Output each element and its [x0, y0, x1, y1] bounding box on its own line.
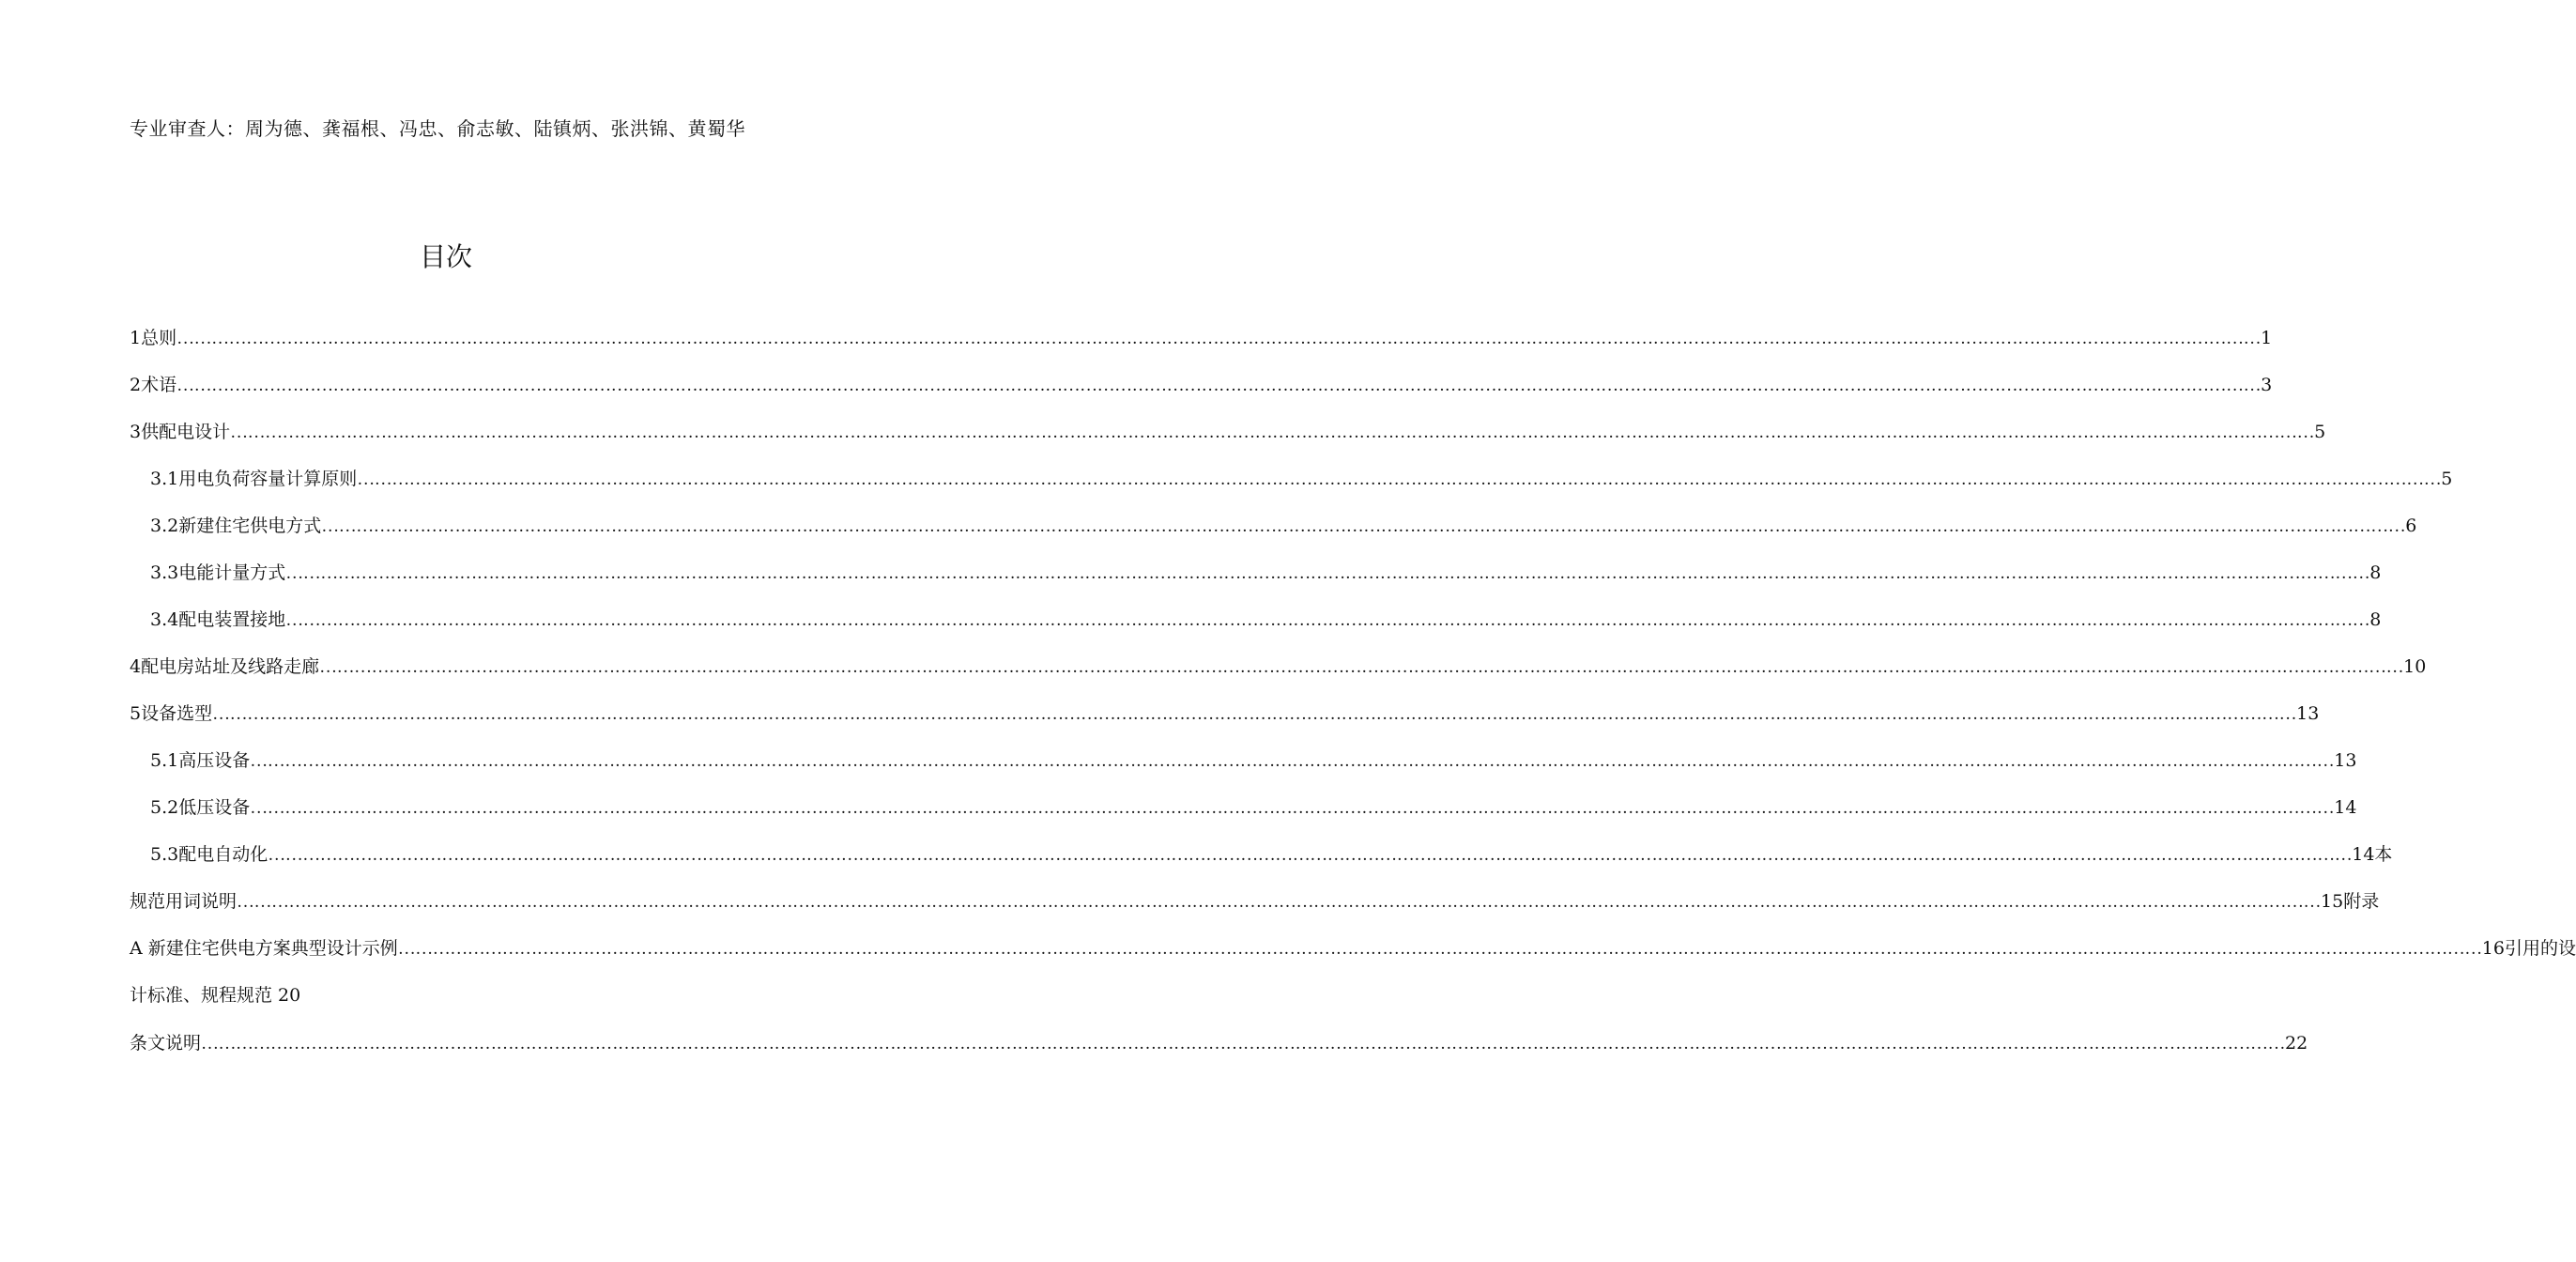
toc-entry-number: 1: [130, 328, 142, 348]
toc-entry-number: 4: [130, 656, 142, 677]
toc-leader-dots: ………………………………………………………………………………………………………………………………………………………………………………………………………………………………………………………………………………………………………………………………: [250, 751, 2335, 771]
toc-entry-title: 配电房站址及线路走廊: [141, 656, 320, 677]
toc-entry: [130, 650, 2427, 684]
toc-leader-dots: ………………………………………………………………………………………………………………………………………………………………………………………………………………………………………………………………………………………………………………………………: [397, 939, 2482, 959]
toc-leader-dots: ………………………………………………………………………………………………………………………………………………………………………………………………………………………………………………………………………………………………………………………………: [212, 704, 2297, 724]
toc-entry-page: 16: [2481, 938, 2505, 959]
toc-entry-page: 14: [2334, 797, 2357, 818]
toc-leader-dots: ………………………………………………………………………………………………………………………………………………………………………………………………………………………………………………………………………………………………………………………………: [176, 376, 2262, 395]
reviewers-paragraph: 专业审查人：周为德、龚福根、冯忠、俞志敏、陆镇炳、张洪锦、黄蜀华: [130, 117, 745, 140]
toc-entry-title: 电能计量方式: [178, 562, 286, 583]
toc-entry-number: 5.2: [150, 797, 179, 818]
toc-entry: [150, 838, 2393, 871]
toc-entry: [130, 1026, 2308, 1060]
toc-leader-dots: ………………………………………………………………………………………………………………………………………………………………………………………………………………………………………………………………………………………………………………………………: [319, 657, 2404, 677]
toc-continuation-line: 计标准、规程规范 20: [130, 985, 301, 1006]
toc-entry-page: 14: [2352, 844, 2375, 865]
toc-leader-dots: ………………………………………………………………………………………………………………………………………………………………………………………………………………………………………………………………………………………………………………………………: [321, 516, 2406, 536]
toc-entry-number: 5.3: [150, 844, 179, 865]
toc-leader-dots: ………………………………………………………………………………………………………………………………………………………………………………………………………………………………………………………………………………………………………………………………: [176, 329, 2262, 348]
toc-entry: [150, 462, 2453, 496]
toc-entry-number: 3.1: [150, 469, 179, 489]
toc-entry: [130, 368, 2273, 402]
toc-entry: [150, 744, 2357, 777]
toc-entry-title: 配电自动化: [178, 844, 268, 865]
toc-entry-page: 22: [2285, 1033, 2308, 1054]
toc-entry-page: 5: [2441, 469, 2453, 489]
toc-entry-number: 5.1: [150, 750, 179, 771]
toc-leader-dots: ………………………………………………………………………………………………………………………………………………………………………………………………………………………………………………………………………………………………………………………………: [230, 423, 2315, 442]
toc-entry-page: 1: [2261, 328, 2273, 348]
toc-leader-dots: ………………………………………………………………………………………………………………………………………………………………………………………………………………………………………………………………………………………………………………………………: [201, 1034, 2286, 1054]
toc-entry-number: 3.2: [150, 516, 179, 536]
toc-entry-page: 3: [2261, 375, 2273, 395]
toc-entry-page: 5: [2314, 422, 2326, 442]
toc-leader-dots: ………………………………………………………………………………………………………………………………………………………………………………………………………………………………………………………………………………………………………………………………: [285, 563, 2370, 583]
toc-entry: [150, 509, 2417, 543]
toc-title: 目次: [419, 241, 472, 272]
toc-entry-title: 高压设备: [178, 750, 251, 771]
toc-entry-number: 3.3: [150, 562, 179, 583]
toc-entry: [130, 697, 2320, 731]
toc-entry-title: A 新建住宅供电方案典型设计示例: [130, 938, 398, 959]
toc-leader-dots: ………………………………………………………………………………………………………………………………………………………………………………………………………………………………………………………………………………………………………………………………: [268, 845, 2353, 865]
toc-leader-dots: ………………………………………………………………………………………………………………………………………………………………………………………………………………………………………………………………………………………………………………………………: [357, 469, 2442, 489]
toc-entry-title: 用电负荷容量计算原则: [178, 469, 358, 489]
toc-entry: [130, 321, 2273, 355]
toc-entry: [130, 885, 2380, 918]
toc-entry-page: 13: [2334, 750, 2357, 771]
toc-entry: [150, 603, 2382, 637]
toc-entry-title: 总则: [141, 328, 177, 348]
toc-entry-number: 5: [130, 703, 142, 724]
toc-entry-page: 15: [2321, 891, 2344, 912]
toc-entry-title: 配电装置接地: [178, 609, 286, 630]
toc-entry: [130, 931, 2576, 965]
toc-entry-title: 低压设备: [178, 797, 251, 818]
toc-entry: [130, 415, 2326, 449]
toc-entry-title: 条文说明: [130, 1033, 202, 1054]
toc-entry-continuation: 本: [2374, 844, 2393, 865]
toc-entry-title: 规范用词说明: [130, 891, 238, 912]
toc-entry-page: 10: [2403, 656, 2427, 677]
toc-entry-title: 供配电设计: [141, 422, 231, 442]
toc-entry-number: 2: [130, 375, 142, 395]
toc-leader-dots: ………………………………………………………………………………………………………………………………………………………………………………………………………………………………………………………………………………………………………………………………: [285, 610, 2370, 630]
toc-entry-title: 新建住宅供电方式: [178, 516, 322, 536]
toc-entry-continuation: 附录: [2343, 891, 2380, 912]
toc-leader-dots: ………………………………………………………………………………………………………………………………………………………………………………………………………………………………………………………………………………………………………………………………: [237, 892, 2322, 912]
toc-entry-continuation: 引用的设: [2504, 938, 2576, 959]
toc-entry-page: 6: [2405, 516, 2417, 536]
toc-entry-page: 8: [2369, 562, 2382, 583]
toc-entry-number: 3.4: [150, 609, 179, 630]
toc-entry-page: 13: [2296, 703, 2320, 724]
toc-leader-dots: ………………………………………………………………………………………………………………………………………………………………………………………………………………………………………………………………………………………………………………………………: [250, 798, 2335, 818]
toc-entry-number: 3: [130, 422, 142, 442]
toc-entry: [150, 556, 2382, 590]
toc-entry-title: 设备选型: [141, 703, 213, 724]
toc-entry: [150, 791, 2357, 824]
toc-entry-page: 8: [2369, 609, 2382, 630]
toc-entry-title: 术语: [141, 375, 177, 395]
